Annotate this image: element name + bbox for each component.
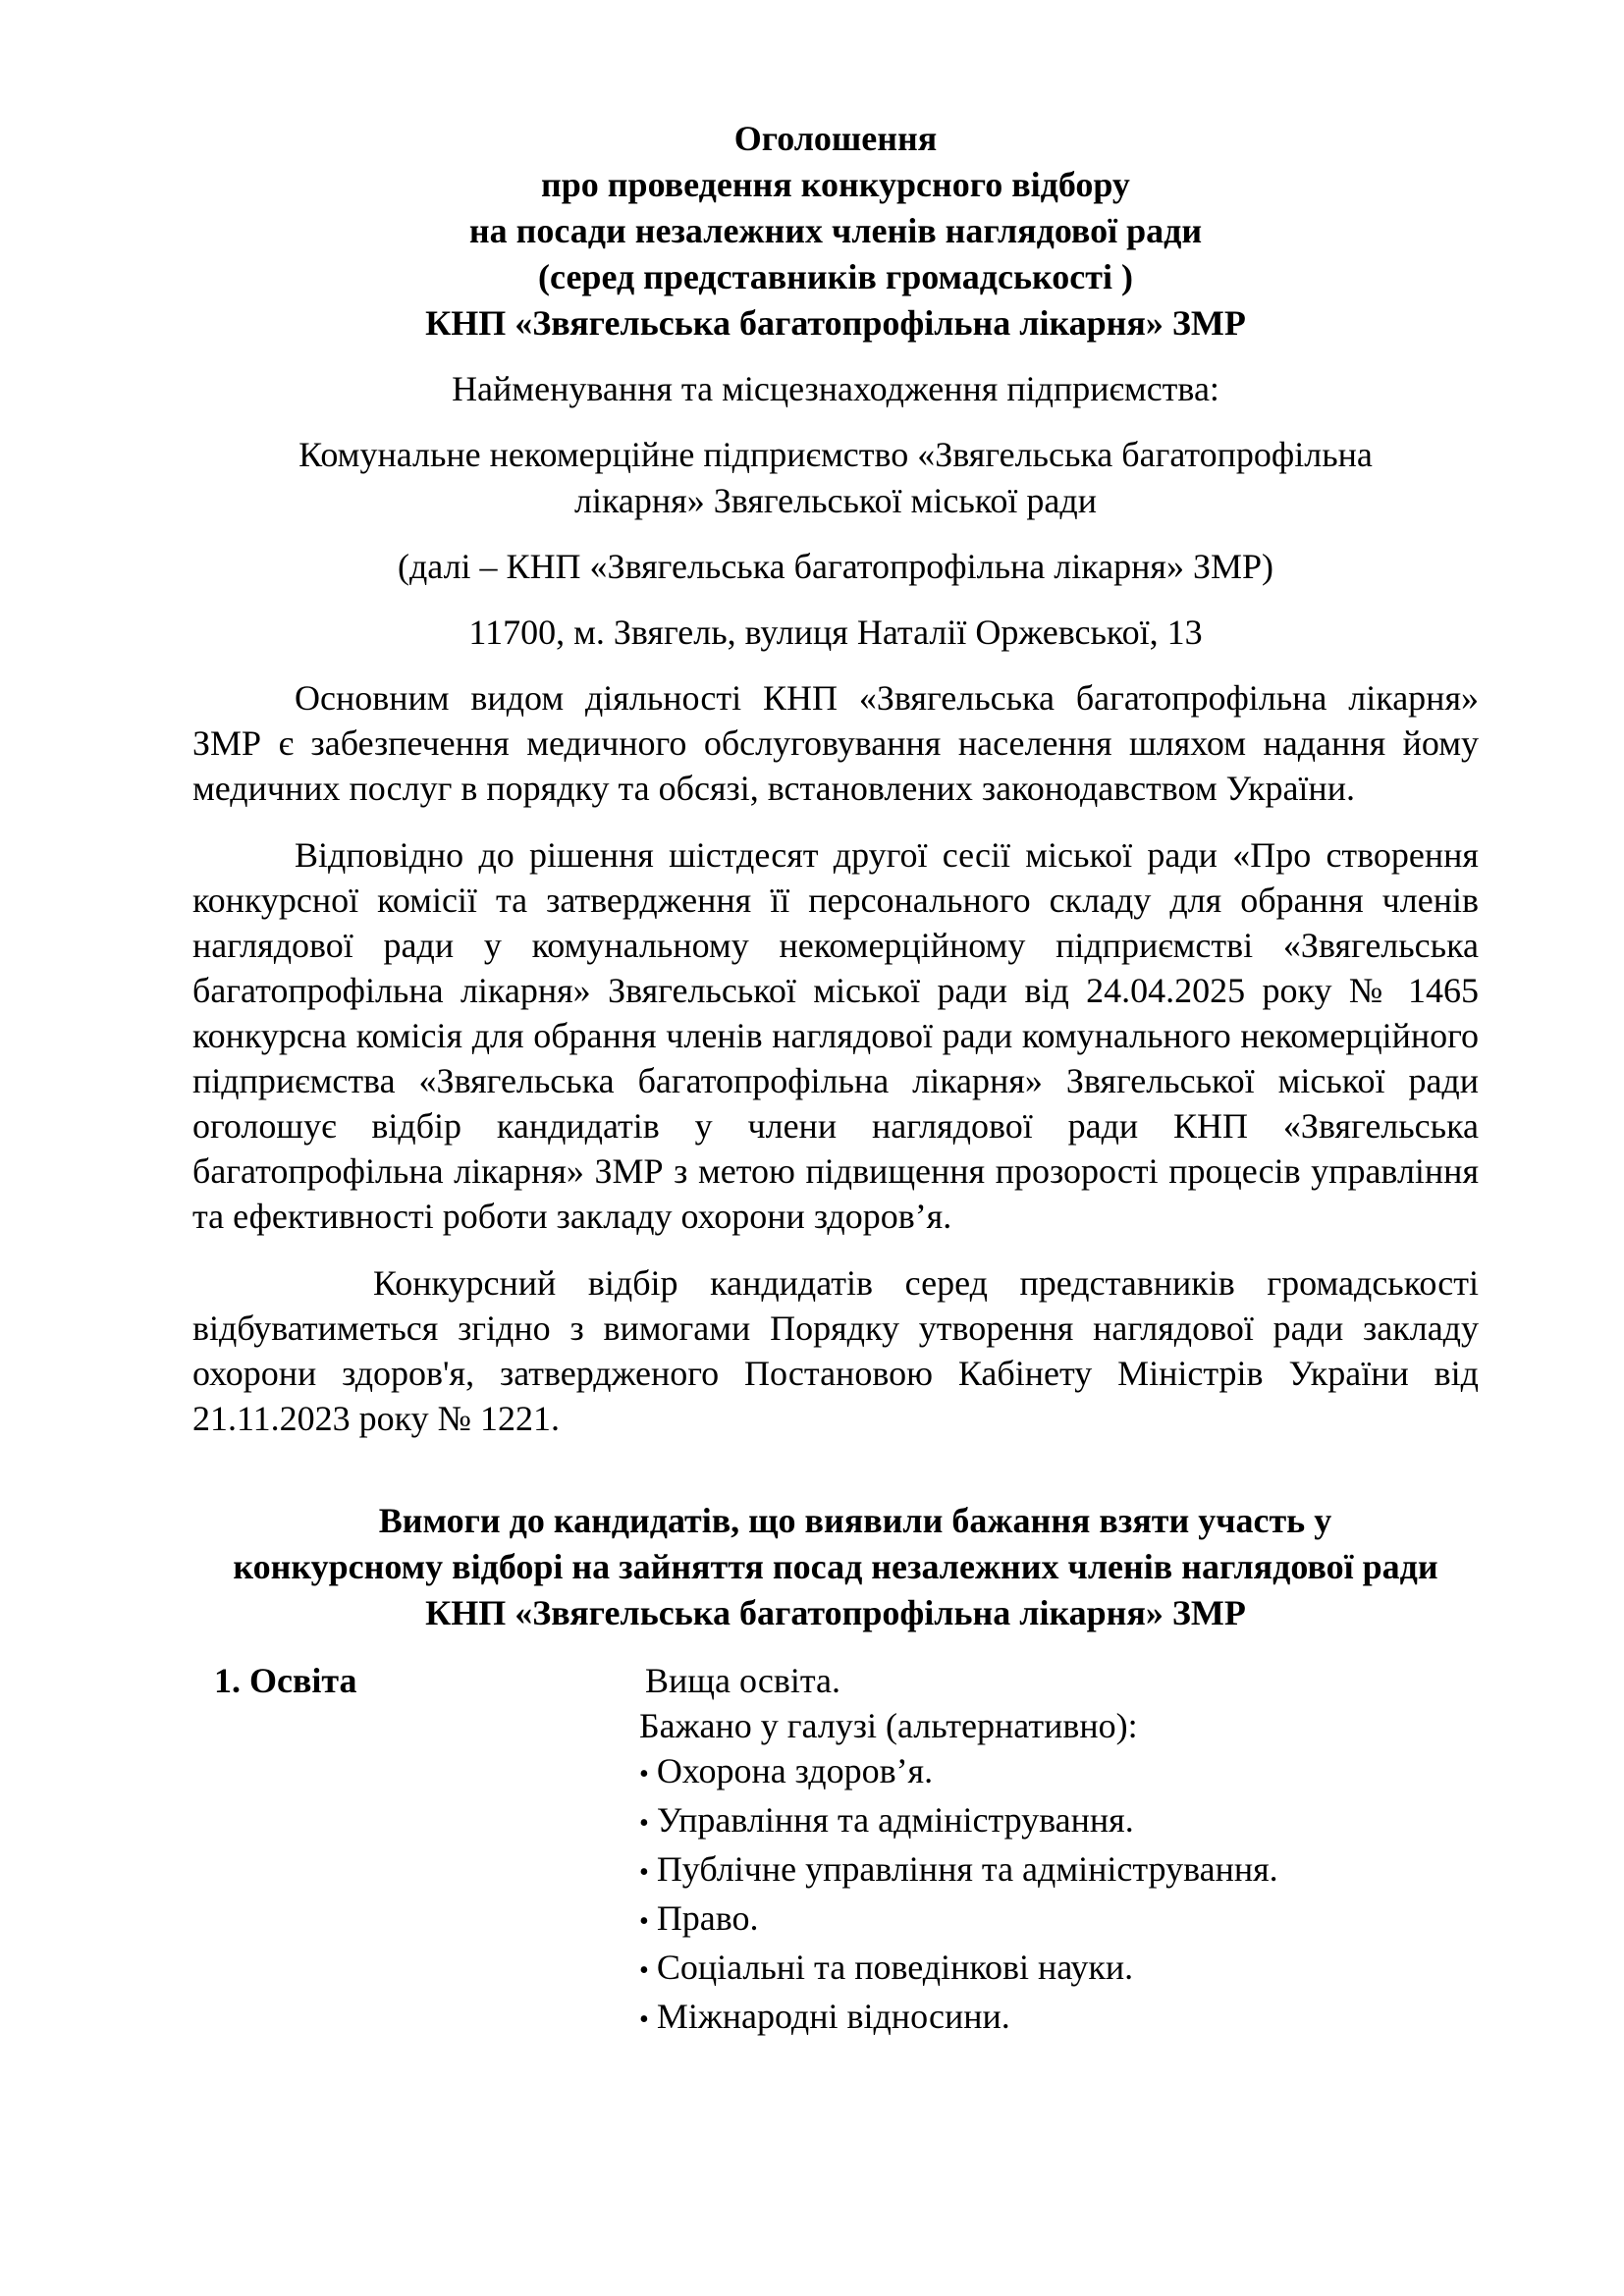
requirements-heading-line-1: Вимоги до кандидатів, що виявили бажання взяти участь у [378,1501,1332,1540]
enterprise-short-name: (далі – КНП «Звягельська багатопрофільна лікарня» ЗМР) [397,547,1274,586]
header-subtitle-2: на посади незалежних членів наглядової ради [468,211,1203,250]
education-field-item: • Управління та адміністрування. [639,1797,1479,1846]
header-subtitle-1: про проведення конкурсного відбору [541,165,1130,204]
education-field-item: • Право. [639,1896,1479,1945]
announcement-header [192,116,1479,347]
header-subtitle-3: (серед представників громадськості ) [538,257,1133,296]
header-subtitle-4: КНП «Звягельська багатопрофільна лікарня» ЗМР [425,303,1246,343]
header-title: Оголошення [733,119,938,158]
paragraph-decision: Відповідно до рішення шістдесят другої сесії міської ради «Про створення конкурсної комісії та затвердження її персонального складу для обрання членів наглядової ради у комунальному некомерційному підприємстві «Звягельська багатопрофільна лікарня» Звягельської міської ради від 24.04.2025 року № 1465 конкурсна комісія для обрання членів наглядової ради комунального некомерційного підприємства «Звягельська багатопрофільна лікарня» Звягельської міської ради оголошує відбір кандидатів у члени наглядової ради КНП «Звягельська багатопрофільна лікарня» ЗМР з метою підвищення прозорості процесів управління та ефективності роботи закладу охорони здоров’я. [192,835,1479,1236]
education-field-item: • Публічне управління та адміністрування. [639,1846,1479,1896]
education-details [639,1658,1479,2043]
enterprise-label: Найменування та місцезнаходження підприємства: [452,369,1219,408]
requirement-education [192,1658,1479,2043]
paragraph-procedure: Конкурсний відбір кандидатів серед представників громадськості відбуватиметься згідно з вимогами Порядку утворення наглядової ради закладу охорони здоров'я, затвердженого Постановою Кабінету Міністрів України від 21.11.2023 року № 1221. [192,1263,1479,1438]
enterprise-name-line-2: лікарня» Звягельської міської ради [574,481,1097,520]
education-field-item: • Охорона здоров’я. [639,1748,1479,1797]
document-page [192,116,1479,2043]
education-preferred-label: Бажано у галузі (альтернативно): [639,1706,1138,1745]
education-field-item: • Міжнародні відносини. [639,1994,1479,2043]
enterprise-name-line-1: Комунальне некомерційне підприємство «Звягельська багатопрофільна [298,435,1373,474]
enterprise-address: 11700, м. Звягель, вулиця Наталії Оржевської, 13 [468,613,1203,652]
requirements-heading [192,1498,1479,1636]
education-level: Вища освіта. [645,1661,841,1700]
requirements-heading-line-2: конкурсному відборі на зайняття посад незалежних членів наглядової ради [233,1547,1438,1586]
education-field-item: • Соціальні та поведінкові науки. [639,1945,1479,1994]
requirements-heading-line-3: КНП «Звягельська багатопрофільна лікарня» ЗМР [425,1593,1246,1632]
paragraph-activity: Основним видом діяльності КНП «Звягельська багатопрофільна лікарня» ЗМР є забезпечення медичного обслуговування населення шляхом надання йому медичних послуг в порядку та обсязі, встановлених законодавством України. [192,678,1479,808]
education-label: 1. Освіта [214,1661,357,1700]
